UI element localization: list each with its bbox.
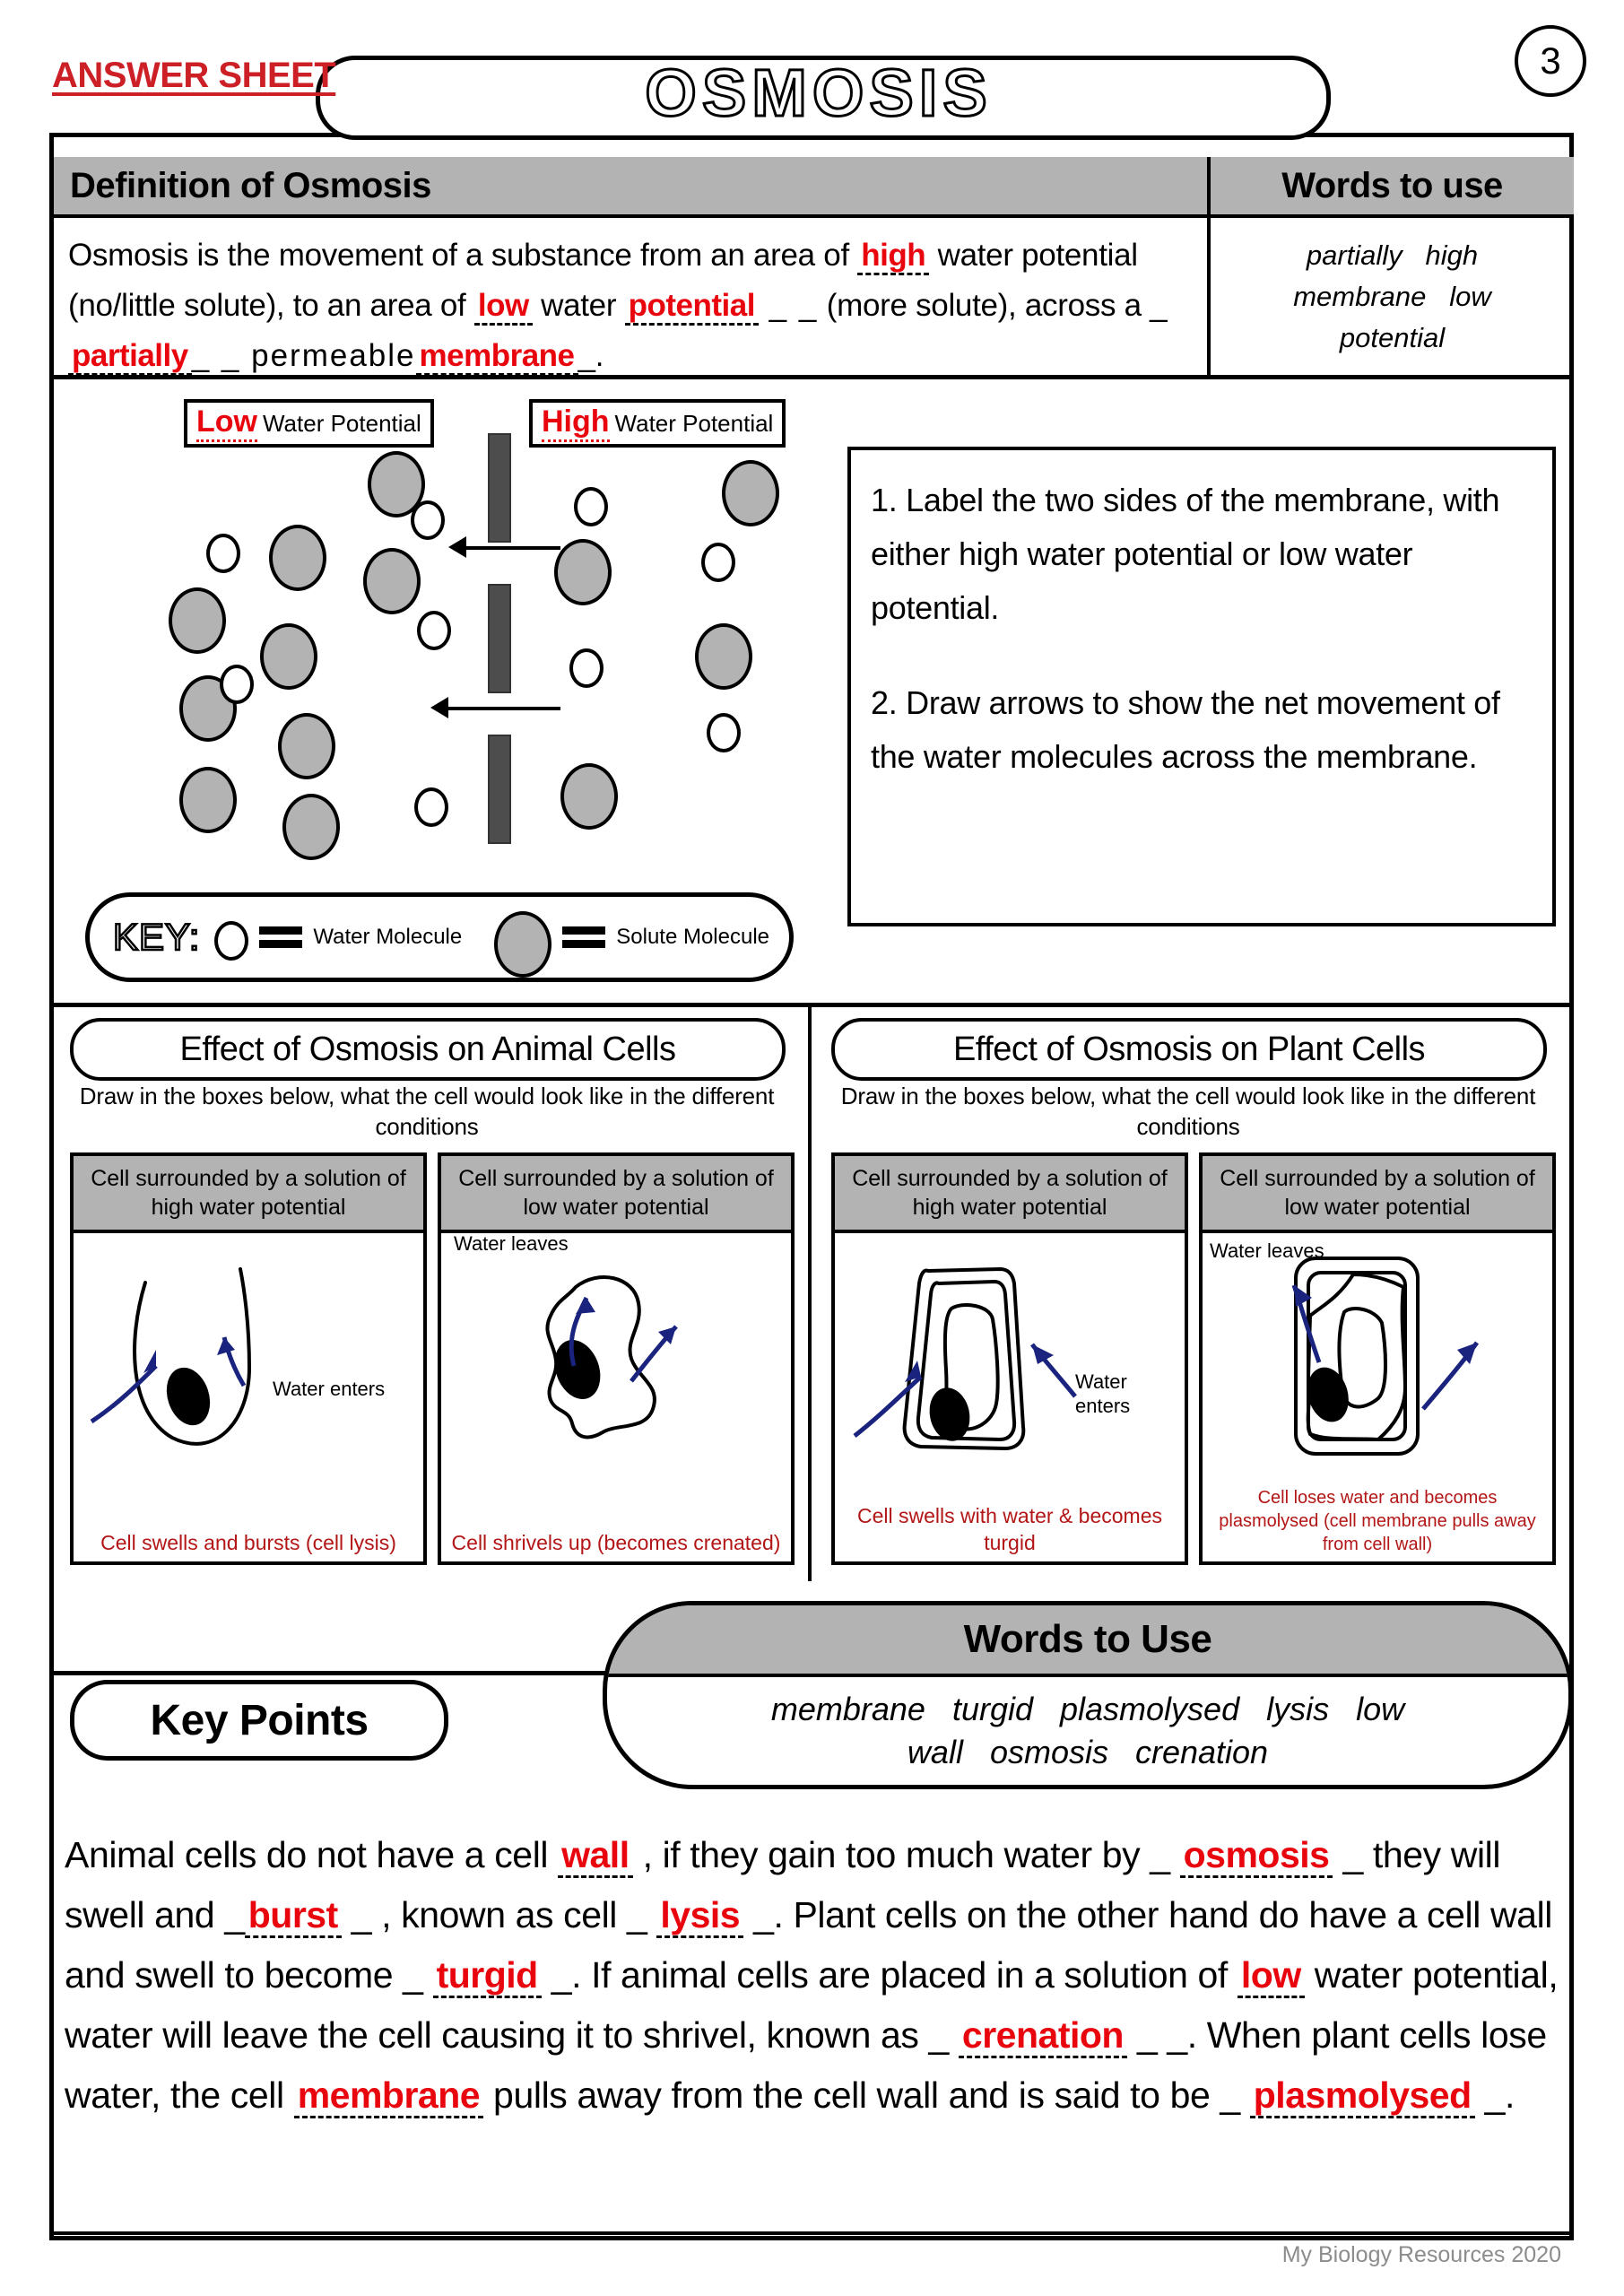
animal-section-title: Effect of Osmosis on Animal Cells bbox=[179, 1030, 676, 1068]
words-top-row-3: potential bbox=[1339, 321, 1446, 353]
words-bottom-row-1: membrane turgid plasmolysed lysis low bbox=[770, 1691, 1405, 1727]
words-to-use-bottom-header: Words to Use bbox=[607, 1605, 1568, 1677]
words-top-row-1: partially high bbox=[1306, 239, 1479, 271]
animal-cell-box-low[interactable] bbox=[438, 1152, 795, 1565]
kp-text-9: pulls away from the cell wall and is said to be _ bbox=[483, 2074, 1250, 2116]
low-water-potential-label bbox=[184, 399, 434, 448]
animal-high-caption: Cell swells and bursts (cell lysis) bbox=[100, 1531, 396, 1554]
diagram-key-box bbox=[85, 892, 794, 982]
kp-text-5: _. Plant cells on the other hand do have a cell wall and swell to become _ bbox=[65, 1894, 1552, 1996]
animal-low-arrow-label: Water leaves bbox=[454, 1232, 569, 1255]
answer-low-label: Low bbox=[196, 404, 257, 442]
water-molecule bbox=[701, 543, 735, 582]
high-water-potential-label bbox=[529, 399, 786, 448]
net-movement-arrow-1-line bbox=[466, 546, 560, 550]
net-movement-arrow-2-line bbox=[448, 707, 560, 710]
plant-turgid-cell-drawing bbox=[835, 1233, 1185, 1484]
kp-text-7: water potential, water will leave the cell causing it to shrivel, known as _ bbox=[65, 1954, 1559, 2056]
kp-text-3: _ they will swell and _ bbox=[65, 1834, 1501, 1935]
words-to-use-top-header bbox=[1211, 157, 1574, 218]
answer-sheet-label: ANSWER SHEET bbox=[52, 56, 336, 95]
footer-divider bbox=[49, 2231, 1574, 2235]
key-label: KEY: bbox=[113, 916, 201, 958]
solute-molecule bbox=[363, 548, 421, 614]
key-points-title-pill bbox=[70, 1680, 448, 1761]
definition-text-1: Osmosis is the movement of a substance from an area of bbox=[68, 238, 858, 273]
definition-text-3c: _. bbox=[578, 338, 604, 373]
animal-section-title-pill bbox=[70, 1018, 786, 1081]
key-water-label: Water Molecule bbox=[313, 925, 463, 949]
answer-osmosis: osmosis bbox=[1180, 1834, 1333, 1878]
words-top-row-2: membrane low bbox=[1293, 280, 1491, 312]
water-molecule bbox=[206, 534, 240, 573]
words-to-use-bottom-box bbox=[603, 1601, 1573, 1789]
membrane-segment-3 bbox=[488, 735, 511, 844]
solute-molecule bbox=[722, 460, 779, 526]
solute-molecule-key-icon bbox=[494, 911, 551, 978]
cell-effects-row bbox=[54, 1007, 1574, 1581]
answer-partially: partially bbox=[68, 338, 192, 376]
kp-text-10: _. bbox=[1474, 2074, 1515, 2116]
animal-section-subtitle: Draw in the boxes below, what the cell would look like in the different conditions bbox=[79, 1083, 775, 1140]
solute-molecule bbox=[269, 525, 326, 591]
answer-high: high bbox=[857, 238, 929, 275]
solute-molecule bbox=[278, 713, 335, 779]
answer-low: low bbox=[474, 288, 533, 326]
answer-wall: wall bbox=[558, 1834, 632, 1878]
key-points-title: Key Points bbox=[150, 1696, 369, 1744]
answer-turgid: turgid bbox=[433, 1954, 542, 1998]
animal-swollen-cell-drawing bbox=[74, 1233, 423, 1484]
plant-high-caption: Cell swells with water & becomes turgid bbox=[856, 1504, 1162, 1554]
definition-text-1b: water bbox=[929, 238, 1013, 273]
definition-header bbox=[54, 157, 1211, 218]
definition-text-2b: water bbox=[532, 288, 625, 323]
key-points-paragraph bbox=[65, 1825, 1562, 2126]
net-movement-arrow-1-head bbox=[448, 536, 466, 558]
kp-text-6: _. If animal cells are placed in a solution of bbox=[541, 1954, 1238, 1996]
answer-plasmolysed: plasmolysed bbox=[1250, 2074, 1475, 2118]
solute-molecule bbox=[560, 763, 618, 830]
definition-text-3b: _ _ permeable bbox=[191, 338, 416, 373]
plant-box-low-header: Cell surrounded by a solution of low water potential bbox=[1203, 1156, 1552, 1233]
key-solute-label: Solute Molecule bbox=[616, 925, 770, 949]
water-molecule bbox=[417, 611, 451, 650]
low-water-potential-text: Water Potential bbox=[262, 409, 421, 437]
answer-low-kp: low bbox=[1238, 1954, 1305, 1998]
kp-text-4: _ , known as cell _ bbox=[341, 1894, 657, 1935]
plant-low-drawing bbox=[1203, 1233, 1552, 1484]
kp-text-2: , if they gain too much water by _ bbox=[632, 1834, 1180, 1875]
water-molecule bbox=[569, 648, 604, 688]
solute-molecule bbox=[695, 623, 752, 690]
animal-box-low-header: Cell surrounded by a solution of low water potential bbox=[441, 1156, 791, 1233]
kp-text-8: _ _. When plant cells lose water, the cell bbox=[65, 2014, 1547, 2116]
words-bottom-row-2: wall osmosis crenation bbox=[907, 1734, 1269, 1770]
words-to-use-top-body bbox=[1211, 218, 1574, 379]
instruction-2: 2. Draw arrows to show the net movement of the water molecules across the membrane. bbox=[871, 684, 1500, 775]
membrane-segment-2 bbox=[488, 584, 511, 693]
answer-membrane: membrane bbox=[416, 338, 578, 376]
plant-high-arrow-label: Water enters bbox=[1075, 1370, 1131, 1417]
plant-low-caption: Cell loses water and becomes plasmolysed (cell membrane pulls away from cell wall) bbox=[1219, 1488, 1536, 1554]
words-to-use-top-label: Words to use bbox=[1281, 165, 1503, 205]
plant-cell-box-low[interactable] bbox=[1199, 1152, 1556, 1565]
instruction-1: 1. Label the two sides of the membrane, with either high water potential or low water potential. bbox=[871, 482, 1500, 626]
kp-text-1: Animal cells do not have a cell bbox=[65, 1834, 559, 1875]
water-molecule bbox=[414, 787, 448, 827]
page-title: OSMOSIS bbox=[645, 56, 993, 130]
water-molecule bbox=[707, 713, 741, 752]
plant-plasmolysed-cell-drawing bbox=[1203, 1233, 1552, 1484]
definition-text-2: potential (no/little solute), to an area of bbox=[68, 238, 1138, 323]
plant-section-title-pill bbox=[831, 1018, 1547, 1081]
definition-text-3: (more solute), across a _ bbox=[826, 288, 1168, 323]
instructions-box bbox=[847, 447, 1556, 926]
solute-molecule bbox=[169, 587, 226, 654]
answer-burst: burst bbox=[245, 1894, 342, 1938]
plant-box-high-header: Cell surrounded by a solution of high water potential bbox=[835, 1156, 1185, 1233]
plant-low-arrow-label: Water leaves bbox=[1210, 1239, 1324, 1262]
plant-cells-section bbox=[815, 1007, 1573, 1581]
animal-box-high-header: Cell surrounded by a solution of high water potential bbox=[74, 1156, 423, 1233]
high-water-potential-text: Water Potential bbox=[614, 409, 774, 437]
solute-molecule bbox=[179, 767, 237, 833]
solute-molecule bbox=[260, 623, 317, 690]
net-movement-arrow-2-head bbox=[430, 697, 448, 718]
plant-cell-box-high[interactable] bbox=[831, 1152, 1188, 1565]
answer-lysis: lysis bbox=[656, 1894, 743, 1938]
definition-body bbox=[54, 218, 1211, 379]
answer-high-label: High bbox=[542, 404, 610, 442]
definition-header-label: Definition of Osmosis bbox=[70, 165, 431, 205]
footer-credit: My Biology Resources 2020 bbox=[1281, 2242, 1561, 2267]
plant-section-title: Effect of Osmosis on Plant Cells bbox=[952, 1030, 1426, 1068]
definition-text-2c: _ _ bbox=[758, 288, 819, 323]
equals-icon bbox=[562, 921, 605, 953]
animal-crenated-cell-drawing bbox=[441, 1233, 791, 1484]
solute-molecule bbox=[554, 539, 612, 605]
water-molecule-key-icon bbox=[214, 921, 248, 961]
answer-potential: potential bbox=[625, 288, 759, 326]
animal-cell-box-high[interactable] bbox=[70, 1152, 427, 1565]
page-number-badge: 3 bbox=[1515, 25, 1586, 97]
water-molecule bbox=[411, 500, 445, 540]
animal-low-caption: Cell shrivels up (becomes crenated) bbox=[451, 1531, 781, 1554]
plant-high-drawing bbox=[835, 1233, 1185, 1484]
equals-icon bbox=[259, 921, 302, 953]
answer-crenation: crenation bbox=[959, 2014, 1127, 2058]
membrane-segment-1 bbox=[488, 433, 511, 543]
water-molecule bbox=[574, 487, 608, 526]
animal-high-drawing bbox=[74, 1233, 423, 1484]
animal-high-arrow-label: Water enters bbox=[273, 1378, 386, 1400]
plant-section-subtitle: Draw in the boxes below, what the cell would look like in the different conditions bbox=[840, 1083, 1536, 1140]
animal-cells-section bbox=[54, 1007, 812, 1581]
words-to-use-bottom-body bbox=[607, 1677, 1568, 1774]
animal-low-drawing bbox=[441, 1233, 791, 1484]
solute-molecule bbox=[282, 794, 340, 860]
answer-membrane-kp: membrane bbox=[294, 2074, 483, 2118]
water-molecule bbox=[220, 665, 254, 704]
